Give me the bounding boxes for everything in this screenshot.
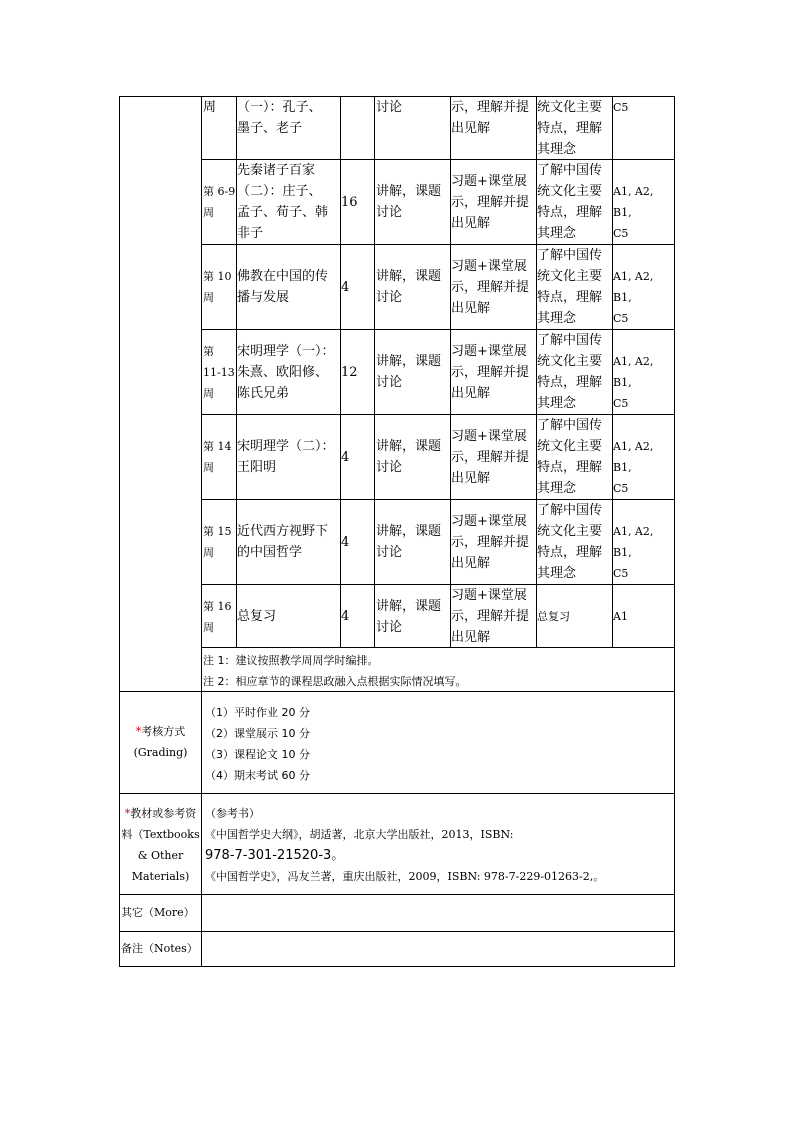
grading-item: （1）平时作业 20 分 [205, 706, 310, 719]
assessment-cell: 习题+课堂展 示，理解并提 出见解 [451, 514, 530, 571]
hours-cell: 4 [341, 280, 350, 295]
assessment-cell: 习题+课堂展 示，理解并提 出见解 [451, 588, 530, 645]
schedule-note-1: 注 1：建议按照教学周周学时编排。 [203, 654, 379, 667]
grading-item: （4）期末考试 60 分 [205, 769, 310, 782]
goal-cell: 统文化主要 特点，理解 其理念 [537, 100, 603, 157]
grading-label [120, 721, 201, 742]
goal-cell: 了解中国传 统文化主要 特点，理解 其理念 [537, 418, 603, 496]
required-asterisk: * [124, 807, 131, 820]
required-asterisk: * [135, 725, 142, 738]
week-cell: 第 6-9 周 [203, 185, 236, 219]
assessment-cell: 习题+课堂展 示，理解并提 出见解 [451, 174, 530, 231]
codes-cell: A1, A2, B1, C5 [613, 185, 654, 240]
goal-cell: 了解中国传 统文化主要 特点，理解 其理念 [537, 248, 603, 326]
codes-cell: A1 [613, 610, 628, 623]
materials-ref-1: 《中国哲学史大纲》，胡适著，北京大学出版社，2013，ISBN: [205, 828, 514, 841]
codes-cell: A1, A2, B1, C5 [613, 440, 654, 495]
method-cell: 讲解，课题 讨论 [376, 439, 442, 475]
week-cell: 第 14 周 [203, 440, 232, 474]
method-cell: 讲解，课题 讨论 [376, 524, 442, 560]
method-cell: 讲解，课题 讨论 [376, 269, 442, 305]
codes-cell: A1, A2, B1, C5 [613, 270, 654, 325]
hours-cell: 4 [341, 450, 350, 465]
assessment-cell: 示，理解并提 出见解 [451, 100, 530, 136]
week-cell: 第 16 周 [203, 600, 232, 634]
assessment-cell: 习题+课堂展 示，理解并提 出见解 [451, 429, 530, 486]
week-cell: 第 10 周 [203, 270, 232, 304]
assessment-cell: 习题+课堂展 示，理解并提 出见解 [451, 344, 530, 401]
hours-cell: 16 [341, 195, 358, 210]
grading-label-zh: 考核方式 [141, 725, 186, 738]
assessment-cell: 习题+课堂展 示，理解并提 出见解 [451, 259, 530, 316]
grading-label-en: (Grading) [133, 746, 188, 759]
codes-cell: A1, A2, B1, C5 [613, 525, 654, 580]
materials-ref-2: 《中国哲学史》，冯友兰著，重庆出版社，2009，ISBN: 978-7-229-01263-2,。 [205, 870, 605, 883]
goal-cell: 了解中国传 统文化主要 特点，理解 其理念 [537, 333, 603, 411]
hours-cell: 4 [341, 535, 350, 550]
materials-heading: （参考书） [205, 807, 260, 820]
more-label: 其它（More） [121, 906, 195, 919]
method-cell: 讲解，课题 讨论 [376, 599, 442, 635]
week-cell: 第 11-13 周 [203, 345, 235, 400]
week-cell: 周 [203, 100, 217, 115]
goal-cell: 了解中国传 统文化主要 特点，理解 其理念 [537, 503, 603, 581]
grading-item: （2）课堂展示 10 分 [205, 727, 310, 740]
hours-cell: 12 [341, 365, 358, 380]
content-cell: 宋明理学（一）： 朱熹、欧阳修、 陈氏兄弟 [237, 344, 335, 401]
codes-cell: A1, A2, B1, C5 [613, 355, 654, 410]
goal-cell: 了解中国传 统文化主要 特点，理解 其理念 [537, 163, 603, 241]
materials-label [120, 803, 201, 887]
grading-item: （3）课程论文 10 分 [205, 748, 310, 761]
content-cell: 佛教在中国的传 播与发展 [237, 269, 329, 305]
method-cell: 讲解，课题 讨论 [376, 184, 442, 220]
method-cell: 讲解，课题 讨论 [376, 354, 442, 390]
materials-ref-1-isbn: 978-7-301-21520-3。 [205, 848, 345, 863]
method-cell: 讨论 [376, 100, 403, 115]
notes-label: 备注（Notes） [121, 942, 198, 955]
content-cell: 先秦诸子百家 （二）：庄子、 孟子、荀子、韩 非子 [237, 163, 329, 241]
schedule-note-2: 注 2：相应章节的课程思政融入点根据实际情况填写。 [203, 675, 467, 688]
content-cell: 宋明理学（二）： 王阳明 [237, 439, 335, 475]
content-cell: 总复习 [237, 609, 277, 624]
materials-label-text: 教材或参考资 料（Textbooks & Other Materials) [121, 807, 200, 883]
content-cell: 近代西方视野下 的中国哲学 [237, 524, 329, 560]
week-cell: 第 15 周 [203, 525, 232, 559]
content-cell: （一）：孔子、 墨子、老子 [237, 100, 322, 136]
codes-cell: C5 [613, 101, 629, 114]
hours-cell: 4 [341, 609, 350, 624]
goal-cell: 总复习 [537, 610, 570, 623]
